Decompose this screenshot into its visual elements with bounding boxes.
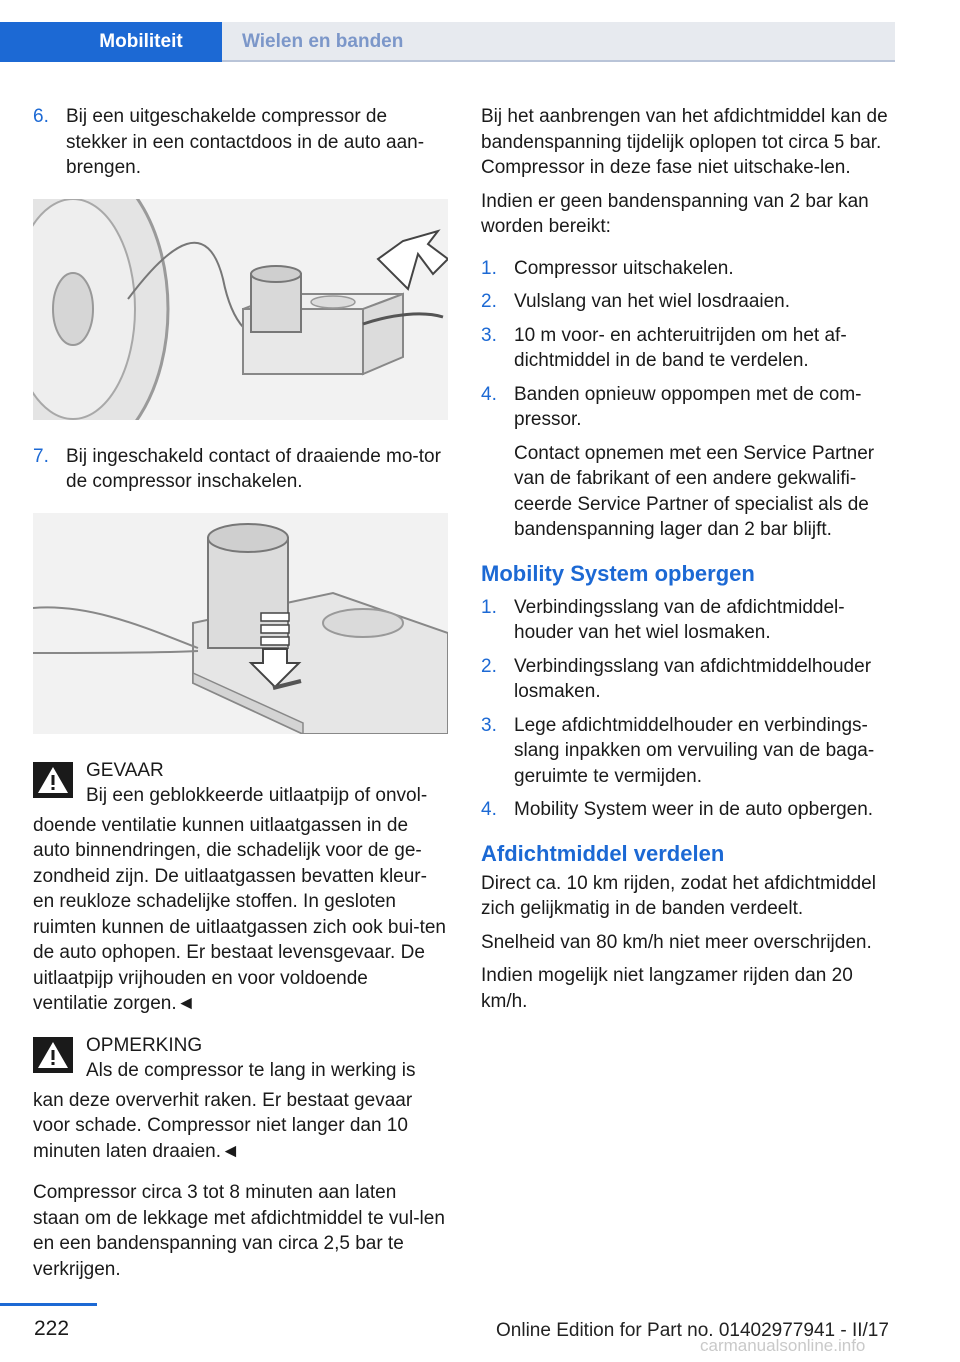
section-heading: Afdichtmiddel verdelen [481,840,725,866]
step-number: 3. [481,714,497,736]
danger-title: GEVAAR [86,759,164,781]
danger-lead: Bij een geblokkeerde uitlaatpijp of onvol- [86,785,428,806]
step-number: 6. [33,106,49,127]
compressor-switch-illustration [33,513,448,734]
list-item [481,289,897,315]
warning-triangle-icon [33,762,73,798]
step-number: 4. [481,799,497,820]
list-item [481,654,897,705]
intro-paragraph-1: Bij het aanbrengen van het afdichtmiddel kan de bandenspanning tijdelijk oplopen tot circa 5 bar. Compressor in deze fase niet uitschake-len. [481,106,888,178]
step-7 [33,444,448,495]
step-number: 1. [481,596,497,618]
note-title: OPMERKING [86,1034,203,1056]
note-body: kan deze oververhit raken. Er bestaat gevaar voor schade. Compressor niet langer dan 10 minuten laten draaien.◄ [33,1089,413,1162]
step-number: 3. [481,324,497,346]
page-number: 222 [34,1317,70,1340]
header-divider [222,60,895,62]
note-warning [33,1033,448,1084]
left-column [33,104,448,1290]
step-number: 7. [33,445,49,467]
step-text: Mobility System weer in de auto opbergen. [514,799,874,820]
step-text: Vulslang van het wiel losdraaien. [514,291,791,312]
list-item [481,595,897,646]
page-header [0,22,895,62]
step-sub-text: Contact opnemen met een Service Partner van de fabrikant of een andere gekwalifi-ceerde Service Partner of specialist als de bandenspanning lager dan 2 bar blijft. [514,442,875,540]
list-item [481,797,897,823]
danger-body: doende ventilatie kunnen uitlaatgassen in de auto binnendringen, die schadelijk voor de ge-zondheid zijn. De uitlaatgassen bevatten kleur- en reukloze schadelijke stoffen. In gesloten ruimten kunnen de uitlaatgassen zich ook bui-ten de auto ophopen. Er bestaat levensgevaar. De uitlaatpijp vrijhouden en voor voldoende ventilatie zorgen.◄ [33,814,446,1014]
footer-divider [0,1303,97,1306]
step-text: Banden opnieuw oppompen met de com-pressor. [514,383,862,430]
step-number: 4. [481,383,497,405]
intro-paragraph-2: Indien er geen bandenspanning van 2 bar kan worden bereikt: [481,190,869,237]
section-heading: Mobility System opbergen [481,560,755,586]
section-tab-wielen-en-banden[interactable]: Wielen en banden [222,22,895,62]
note-lead: Als de compressor te lang in werking is [86,1060,416,1081]
paragraph: Snelheid van 80 km/h niet meer overschrijden. [481,931,872,953]
step-number: 2. [481,291,497,312]
step-number: 2. [481,655,497,677]
step-text: 10 m voor- en achteruitrijden om het af-dichtmiddel in de band te verdelen. [514,324,847,371]
section-tab-mobiliteit[interactable]: Mobiliteit [0,22,222,62]
list-item [481,323,897,374]
warning-triangle-icon [33,1037,73,1073]
step-text: Compressor uitschakelen. [514,257,734,279]
step-text: Bij een uitgeschakelde compressor de stekker in een contactdoos in de auto aan-brengen. [66,106,425,178]
list-item [481,382,897,543]
step-text: Lege afdichtmiddelhouder en verbindings-slang inpakken om vervuiling van de baga-geruimte te vermijden. [514,714,875,787]
steps-list-1 [481,256,897,543]
closing-paragraph: Compressor circa 3 tot 8 minuten aan laten staan om de lekkage met afdichtmiddel te vul-len en een bandenspanning van circa 2,5 bar te verkrijgen. [33,1182,445,1280]
compressor-tyre-illustration [33,199,448,420]
step-number: 1. [481,257,497,279]
list-item [481,713,897,790]
watermark: carmanualsonline.info [700,1336,866,1355]
danger-warning [33,758,448,809]
step-text: Verbindingsslang van afdichtmiddelhouder losmaken. [514,655,872,702]
paragraph: Indien mogelijk niet langzamer rijden dan 20 km/h. [481,965,853,1012]
step-text: Bij ingeschakeld contact of draaiende mo-tor de compressor inschakelen. [66,445,441,492]
paragraph: Direct ca. 10 km rijden, zodat het afdichtmiddel zich gelijkmatig in de banden verdeelt. [481,872,876,919]
list-item [481,256,897,282]
step-6 [33,104,448,181]
edition-text: Online Edition for Part no. 01402977941 - II/17 [496,1320,889,1341]
step-text: Verbindingsslang van de afdichtmiddel-houder van het wiel losmaken. [514,596,845,643]
steps-list-2 [481,595,897,823]
right-column [481,104,897,1022]
